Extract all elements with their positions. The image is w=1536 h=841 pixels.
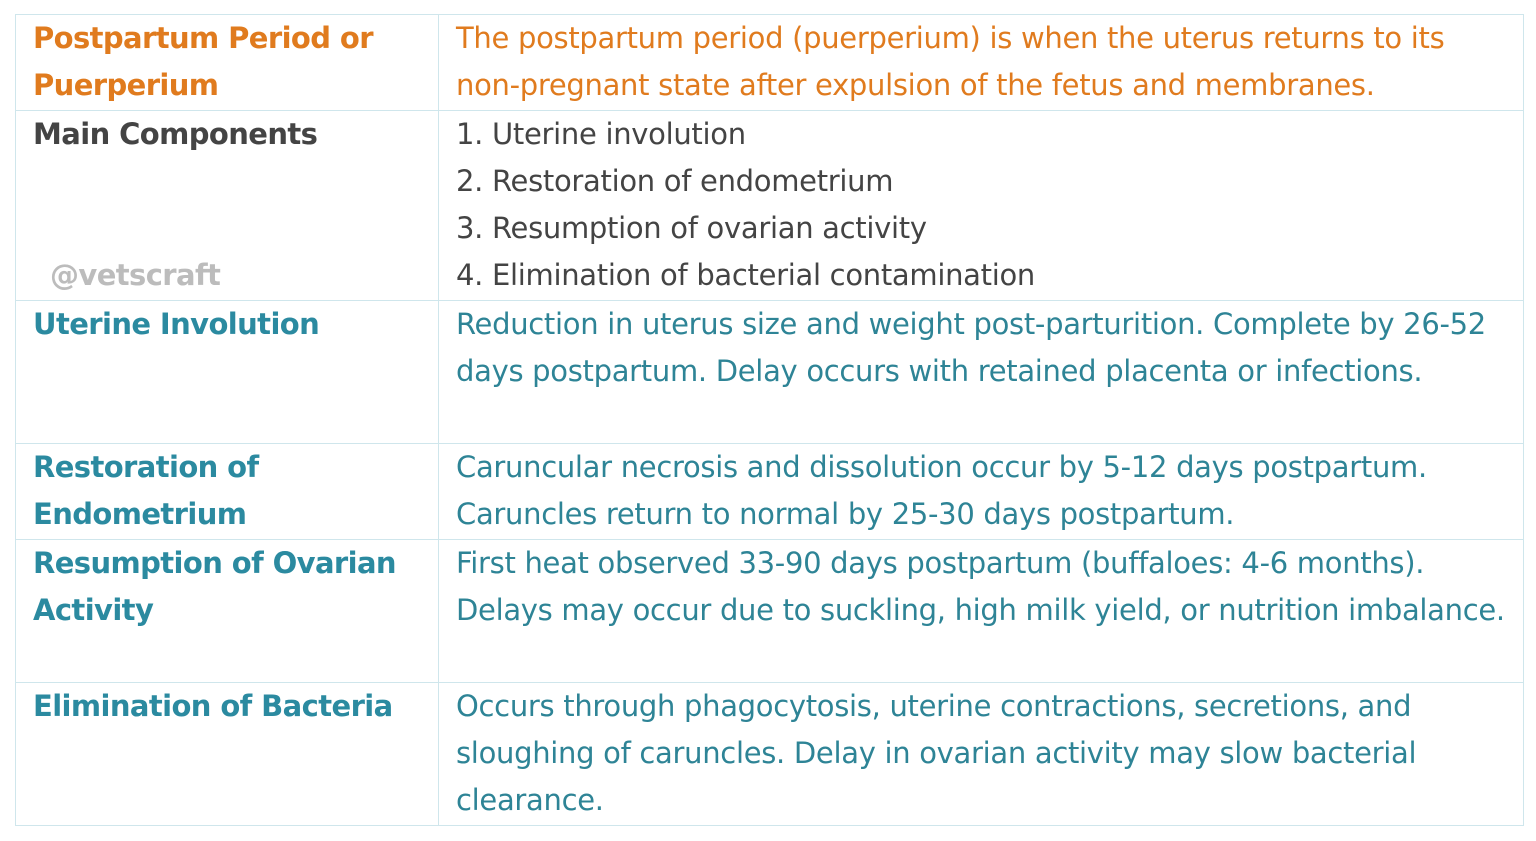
row-label-main-components: Main Components [33, 117, 318, 151]
table-row [16, 111, 1524, 301]
main-components-list [439, 111, 1524, 301]
list-item: 2. Restoration of endometrium [456, 164, 894, 198]
row-label-uterine-involution: Uterine Involution [16, 301, 439, 444]
row-label-ovarian-activity: Resumption of Ovarian Activity [16, 540, 439, 683]
table-row [16, 301, 1524, 444]
postpartum-table [15, 14, 1524, 826]
watermark-text: @vetscraft [50, 258, 221, 292]
row-label-cell-main-components [16, 111, 439, 301]
row-text-uterine-involution: Reduction in uterus size and weight post-parturition. Complete by 26-52 days postpartum. Delay occurs with retained placenta or infections. [439, 301, 1524, 444]
row-text-postpartum-period: The postpartum period (puerperium) is when the uterus returns to its non-pregnant state after expulsion of the fetus and membranes. [439, 15, 1524, 111]
row-text-elimination-bacteria: Occurs through phagocytosis, uterine contractions, secretions, and sloughing of caruncles. Delay in ovarian activity may slow bacterial clearance. [439, 683, 1524, 826]
list-item: 3. Resumption of ovarian activity [456, 211, 927, 245]
row-text-ovarian-activity: First heat observed 33-90 days postpartum (buffaloes: 4-6 months). Delays may occur due to suckling, high milk yield, or nutrition imbalance. [439, 540, 1524, 683]
table-row [16, 444, 1524, 540]
row-label-elimination-bacteria: Elimination of Bacteria [16, 683, 439, 826]
row-label-postpartum-period: Postpartum Period or Puerperium [16, 15, 439, 111]
row-text-restoration-endometrium: Caruncular necrosis and dissolution occur by 5-12 days postpartum. Caruncles return to normal by 25-30 days postpartum. [439, 444, 1524, 540]
table-row [16, 540, 1524, 683]
table-row [16, 15, 1524, 111]
list-item: 1. Uterine involution [456, 117, 746, 151]
list-item: 4. Elimination of bacterial contamination [456, 258, 1036, 292]
table-row [16, 683, 1524, 826]
row-label-restoration-endometrium: Restoration of Endometrium [16, 444, 439, 540]
